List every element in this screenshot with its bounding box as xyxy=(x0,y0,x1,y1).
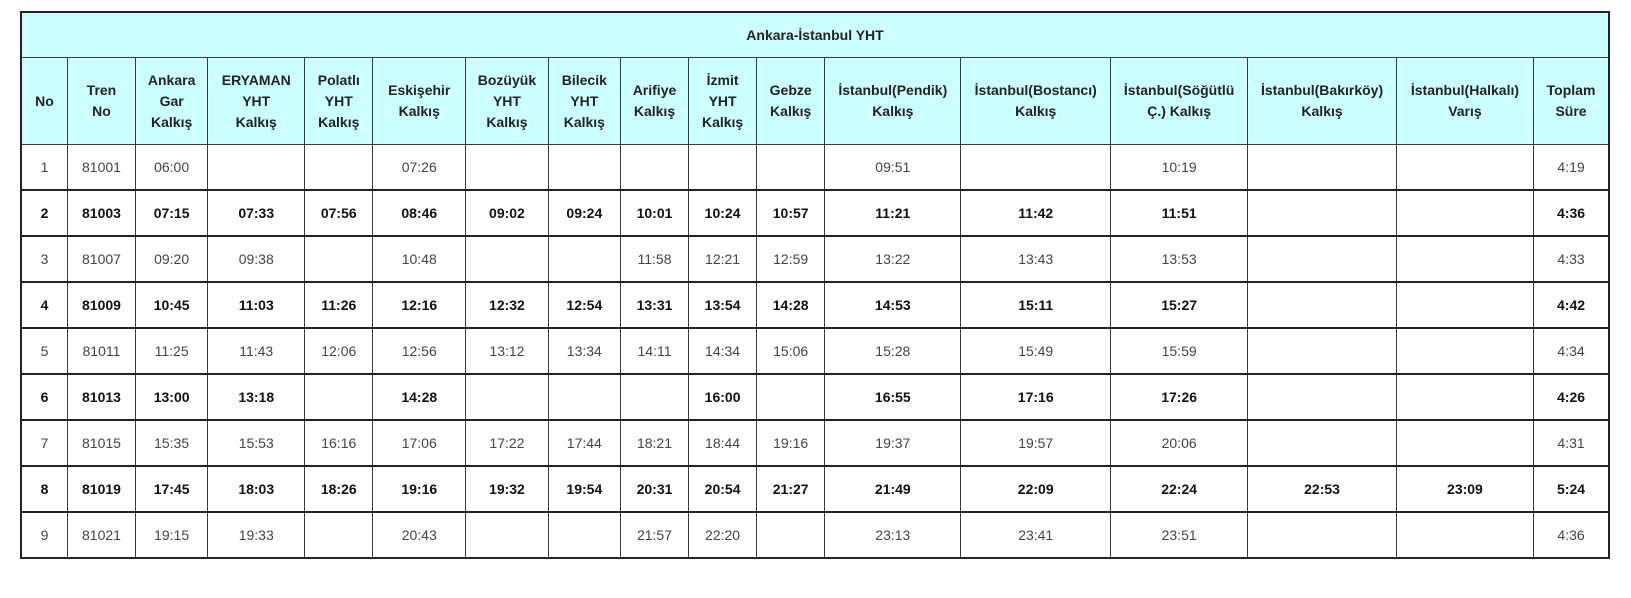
time-cell xyxy=(548,236,620,282)
train-number-cell: 81019 xyxy=(67,466,135,512)
time-cell: 11:42 xyxy=(961,190,1111,236)
time-cell: 09:51 xyxy=(825,145,961,191)
time-cell: 13:31 xyxy=(620,282,688,328)
time-cell: 14:11 xyxy=(620,328,688,374)
time-cell: 21:49 xyxy=(825,466,961,512)
train-number-cell: 81021 xyxy=(67,512,135,558)
time-cell: 12:16 xyxy=(373,282,466,328)
time-cell: 10:19 xyxy=(1111,145,1248,191)
time-cell xyxy=(305,236,373,282)
time-cell: 12:06 xyxy=(305,328,373,374)
time-cell: 23:51 xyxy=(1111,512,1248,558)
table-row xyxy=(21,420,1609,466)
table-title: Ankara-İstanbul YHT xyxy=(21,12,1609,58)
time-cell: 19:37 xyxy=(825,420,961,466)
time-cell xyxy=(1396,512,1533,558)
time-cell: 19:57 xyxy=(961,420,1111,466)
column-header: İzmit YHT Kalkış xyxy=(689,58,757,145)
time-cell: 17:44 xyxy=(548,420,620,466)
time-cell: 13:34 xyxy=(548,328,620,374)
time-cell: 17:45 xyxy=(136,466,208,512)
time-cell: 13:54 xyxy=(689,282,757,328)
time-cell: 17:22 xyxy=(466,420,549,466)
time-cell xyxy=(1248,282,1397,328)
time-cell: 09:02 xyxy=(466,190,549,236)
time-cell: 19:54 xyxy=(548,466,620,512)
time-cell xyxy=(1248,145,1397,191)
column-header: Bilecik YHT Kalkış xyxy=(548,58,620,145)
time-cell: 15:49 xyxy=(961,328,1111,374)
time-cell: 18:21 xyxy=(620,420,688,466)
time-cell: 14:28 xyxy=(373,374,466,420)
time-cell: 20:54 xyxy=(689,466,757,512)
train-number-cell: 81001 xyxy=(67,145,135,191)
row-number-cell: 3 xyxy=(21,236,67,282)
time-cell: 07:15 xyxy=(136,190,208,236)
time-cell xyxy=(757,145,825,191)
time-cell: 15:27 xyxy=(1111,282,1248,328)
table-row xyxy=(21,190,1609,236)
time-cell xyxy=(305,145,373,191)
time-cell: 12:56 xyxy=(373,328,466,374)
time-cell xyxy=(548,145,620,191)
time-cell: 17:16 xyxy=(961,374,1111,420)
time-cell xyxy=(1248,236,1397,282)
time-cell: 18:44 xyxy=(689,420,757,466)
time-cell xyxy=(1248,328,1397,374)
time-cell: 16:16 xyxy=(305,420,373,466)
time-cell: 11:25 xyxy=(136,328,208,374)
time-cell: 12:54 xyxy=(548,282,620,328)
time-cell: 4:42 xyxy=(1534,282,1609,328)
column-header-row xyxy=(21,58,1609,145)
time-cell: 19:15 xyxy=(136,512,208,558)
time-cell: 18:03 xyxy=(208,466,305,512)
time-cell: 23:09 xyxy=(1396,466,1533,512)
time-cell: 23:13 xyxy=(825,512,961,558)
time-cell xyxy=(1248,190,1397,236)
column-header: Tren No xyxy=(67,58,135,145)
time-cell: 4:19 xyxy=(1534,145,1609,191)
train-number-cell: 81003 xyxy=(67,190,135,236)
time-cell: 20:43 xyxy=(373,512,466,558)
train-number-cell: 81007 xyxy=(67,236,135,282)
table-row xyxy=(21,512,1609,558)
time-cell xyxy=(1396,328,1533,374)
column-header: Gebze Kalkış xyxy=(757,58,825,145)
time-cell: 14:53 xyxy=(825,282,961,328)
time-cell: 21:57 xyxy=(620,512,688,558)
time-cell xyxy=(466,145,549,191)
train-number-cell: 81009 xyxy=(67,282,135,328)
time-cell: 13:18 xyxy=(208,374,305,420)
time-cell: 11:03 xyxy=(208,282,305,328)
column-header: Polatlı YHT Kalkış xyxy=(305,58,373,145)
time-cell: 06:00 xyxy=(136,145,208,191)
time-cell: 20:31 xyxy=(620,466,688,512)
row-number-cell: 1 xyxy=(21,145,67,191)
time-cell: 07:56 xyxy=(305,190,373,236)
row-number-cell: 2 xyxy=(21,190,67,236)
train-schedule-table xyxy=(20,11,1610,559)
time-cell: 09:38 xyxy=(208,236,305,282)
time-cell: 07:26 xyxy=(373,145,466,191)
time-cell xyxy=(1248,374,1397,420)
column-header: İstanbul(Halkalı) Varış xyxy=(1396,58,1533,145)
time-cell: 10:01 xyxy=(620,190,688,236)
time-cell: 15:06 xyxy=(757,328,825,374)
time-cell: 13:12 xyxy=(466,328,549,374)
table-body xyxy=(21,145,1609,559)
time-cell: 16:00 xyxy=(689,374,757,420)
time-cell: 13:00 xyxy=(136,374,208,420)
time-cell: 15:28 xyxy=(825,328,961,374)
row-number-cell: 6 xyxy=(21,374,67,420)
time-cell: 22:09 xyxy=(961,466,1111,512)
time-cell: 16:55 xyxy=(825,374,961,420)
time-cell: 4:36 xyxy=(1534,512,1609,558)
column-header: İstanbul(Pendik) Kalkış xyxy=(825,58,961,145)
column-header: Ankara Gar Kalkış xyxy=(136,58,208,145)
time-cell: 17:06 xyxy=(373,420,466,466)
time-cell xyxy=(1396,145,1533,191)
table-row xyxy=(21,282,1609,328)
train-number-cell: 81015 xyxy=(67,420,135,466)
time-cell: 10:24 xyxy=(689,190,757,236)
time-cell xyxy=(305,374,373,420)
time-cell: 11:43 xyxy=(208,328,305,374)
time-cell: 18:26 xyxy=(305,466,373,512)
table-title-row xyxy=(21,12,1609,58)
time-cell xyxy=(305,512,373,558)
time-cell: 11:26 xyxy=(305,282,373,328)
table-row xyxy=(21,236,1609,282)
time-cell: 20:06 xyxy=(1111,420,1248,466)
time-cell: 13:53 xyxy=(1111,236,1248,282)
time-cell: 08:46 xyxy=(373,190,466,236)
time-cell xyxy=(757,512,825,558)
time-cell xyxy=(961,145,1111,191)
time-cell: 19:33 xyxy=(208,512,305,558)
column-header: İstanbul(Söğütlü Ç.) Kalkış xyxy=(1111,58,1248,145)
time-cell: 5:24 xyxy=(1534,466,1609,512)
time-cell xyxy=(1248,420,1397,466)
train-number-cell: 81013 xyxy=(67,374,135,420)
time-cell: 14:28 xyxy=(757,282,825,328)
table-row xyxy=(21,328,1609,374)
table-row xyxy=(21,374,1609,420)
train-number-cell: 81011 xyxy=(67,328,135,374)
time-cell xyxy=(466,512,549,558)
time-cell: 15:53 xyxy=(208,420,305,466)
time-cell xyxy=(466,374,549,420)
time-cell: 09:20 xyxy=(136,236,208,282)
time-cell: 13:43 xyxy=(961,236,1111,282)
time-cell xyxy=(757,374,825,420)
time-cell xyxy=(208,145,305,191)
time-cell: 4:31 xyxy=(1534,420,1609,466)
column-header: Bozüyük YHT Kalkış xyxy=(466,58,549,145)
row-number-cell: 7 xyxy=(21,420,67,466)
time-cell: 19:32 xyxy=(466,466,549,512)
time-cell: 19:16 xyxy=(757,420,825,466)
time-cell xyxy=(620,145,688,191)
time-cell: 12:32 xyxy=(466,282,549,328)
time-cell xyxy=(548,512,620,558)
time-cell xyxy=(1396,420,1533,466)
time-cell: 09:24 xyxy=(548,190,620,236)
column-header: İstanbul(Bostancı) Kalkış xyxy=(961,58,1111,145)
row-number-cell: 8 xyxy=(21,466,67,512)
schedule-table-wrapper xyxy=(20,11,1610,559)
time-cell: 11:58 xyxy=(620,236,688,282)
time-cell: 15:35 xyxy=(136,420,208,466)
time-cell xyxy=(466,236,549,282)
time-cell: 22:20 xyxy=(689,512,757,558)
row-number-cell: 5 xyxy=(21,328,67,374)
time-cell: 19:16 xyxy=(373,466,466,512)
column-header: Eskişehir Kalkış xyxy=(373,58,466,145)
column-header: İstanbul(Bakırköy) Kalkış xyxy=(1248,58,1397,145)
time-cell: 11:21 xyxy=(825,190,961,236)
time-cell xyxy=(689,145,757,191)
time-cell xyxy=(1396,374,1533,420)
time-cell: 4:26 xyxy=(1534,374,1609,420)
time-cell xyxy=(1396,236,1533,282)
time-cell: 15:11 xyxy=(961,282,1111,328)
time-cell: 4:33 xyxy=(1534,236,1609,282)
time-cell xyxy=(1396,282,1533,328)
table-row xyxy=(21,466,1609,512)
column-header: ERYAMAN YHT Kalkış xyxy=(208,58,305,145)
time-cell xyxy=(1396,190,1533,236)
row-number-cell: 4 xyxy=(21,282,67,328)
time-cell: 12:21 xyxy=(689,236,757,282)
column-header: Arifiye Kalkış xyxy=(620,58,688,145)
time-cell: 10:48 xyxy=(373,236,466,282)
time-cell: 12:59 xyxy=(757,236,825,282)
time-cell: 4:36 xyxy=(1534,190,1609,236)
column-header: No xyxy=(21,58,67,145)
time-cell: 22:24 xyxy=(1111,466,1248,512)
time-cell xyxy=(548,374,620,420)
time-cell: 07:33 xyxy=(208,190,305,236)
time-cell: 13:22 xyxy=(825,236,961,282)
time-cell: 15:59 xyxy=(1111,328,1248,374)
time-cell: 11:51 xyxy=(1111,190,1248,236)
time-cell: 21:27 xyxy=(757,466,825,512)
table-row xyxy=(21,145,1609,191)
time-cell: 23:41 xyxy=(961,512,1111,558)
row-number-cell: 9 xyxy=(21,512,67,558)
time-cell: 14:34 xyxy=(689,328,757,374)
time-cell: 22:53 xyxy=(1248,466,1397,512)
time-cell xyxy=(620,374,688,420)
time-cell: 4:34 xyxy=(1534,328,1609,374)
time-cell xyxy=(1248,512,1397,558)
column-header: Toplam Süre xyxy=(1534,58,1609,145)
time-cell: 17:26 xyxy=(1111,374,1248,420)
time-cell: 10:45 xyxy=(136,282,208,328)
time-cell: 10:57 xyxy=(757,190,825,236)
